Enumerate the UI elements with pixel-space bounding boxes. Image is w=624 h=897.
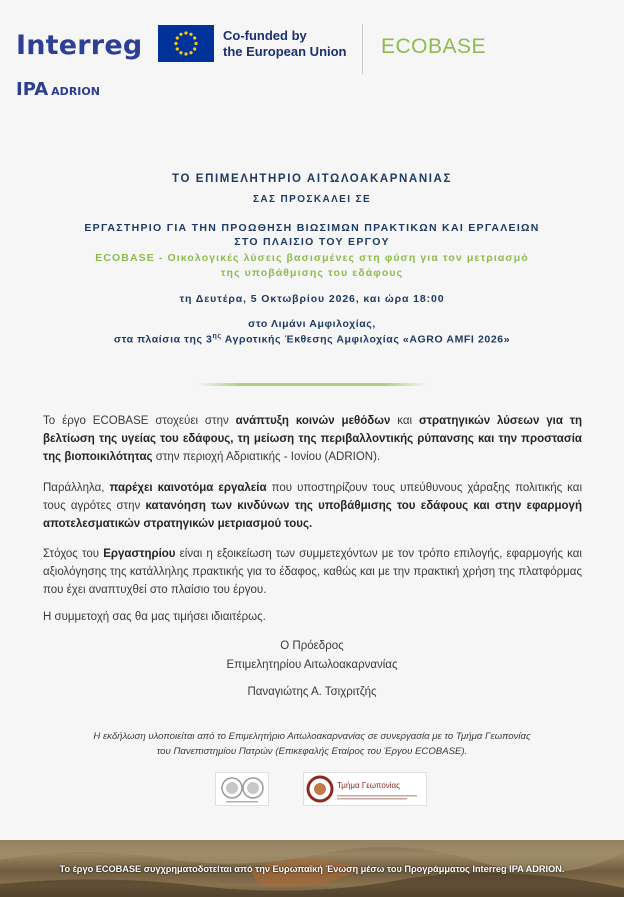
eu-cofunded-text <box>223 28 347 60</box>
footer-note <box>40 729 584 759</box>
university-seal-logo <box>215 772 269 806</box>
p1-bold2: στρατηγικών λύσεων για τη βελτίωση της υγείας του εδάφους, τη μείωση της περιβαλλοντικής ρύπανσης και την προστασία της βιοποικιλότητας <box>43 415 583 463</box>
eu-line2: the European Union <box>223 44 347 59</box>
p3-text2: είναι η εξοικείωση των συμμετεχόντων με τον τρόπο επιλογής, εφαρμογής και αξιολόγησης της κατάλληλης πρακτικής για το έδαφος, καθώς και με την πρακτική χρήση της πλατφόρμας που έχει αναπτυχθεί στο πλαίσιο του έργου. <box>43 548 582 596</box>
p1-text2: και <box>390 415 420 427</box>
header-divider <box>362 24 363 74</box>
banner-funding-text: Το έργο ECOBASE συγχρηματοδοτείται από την Ευρωπαϊκή Ένωση μέσω του Προγράμματος Interreg IPA ADRION. <box>59 864 565 874</box>
paragraph-goals <box>43 412 582 466</box>
fair-post: Αγροτικής Έκθεσης Αμφιλοχίας «AGRO AMFI 2026» <box>221 333 511 346</box>
p2-text: Παράλληλα, <box>43 482 110 494</box>
eu-stars-icon <box>158 25 214 62</box>
paragraph-closing: Η συμμετοχή σας θα μας τιμήσει ιδιαιτέρως. <box>43 611 266 623</box>
signature-role: Ο Πρόεδρος <box>280 640 344 652</box>
p3-text: Στόχος του <box>43 548 104 560</box>
ipa-logo-text: IPA <box>16 79 49 100</box>
p2-bold2: κατανόηση των κινδύνων της υποβάθμισης του εδάφους και στην εφαρμογή αποτελεσματικών στρατηγικών μετριασμού τους. <box>43 500 582 530</box>
ipa-adrion-logo <box>16 79 100 100</box>
dept-logo-label: Τμήμα Γεωπονίας <box>337 781 401 790</box>
eu-line1: Co-funded by <box>223 28 307 43</box>
eu-flag-icon <box>158 25 214 62</box>
seal-icon <box>216 773 268 805</box>
fair-sup: ης <box>212 333 222 340</box>
paragraph-objective <box>43 545 582 599</box>
interreg-logo-text: Interreg <box>16 30 143 61</box>
interreg-logo <box>16 30 142 61</box>
invites-line: ΣΑΣ ΠΡΟΣΚΑΛΕΙ ΣΕ <box>252 194 372 205</box>
workshop-title-line2: ΣΤΟ ΠΛΑΙΣΙΟ ΤΟΥ ΕΡΓΟΥ <box>234 236 390 248</box>
p3-bold: Εργαστηρίου <box>103 548 176 560</box>
paragraph-tools <box>43 479 582 533</box>
organizer-title: ΤΟ ΕΠΙΜΕΛΗΤΗΡΙΟ ΑΙΤΩΛΟΑΚΑΡΝΑΝΙΑΣ <box>172 173 452 185</box>
green-divider <box>196 383 428 386</box>
fair-pre: στα πλαίσια της 3 <box>113 333 213 346</box>
event-date: τη Δευτέρα, 5 Οκτωβρίου 2026, και ώρα 18:00 <box>179 293 445 305</box>
signature-org: Επιμελητηρίου Αιτωλοακαρνανίας <box>226 659 398 671</box>
p1-text: Το έργο ECOBASE στοχεύει στην <box>43 415 236 427</box>
p2-bold1: παρέχει καινοτόμα εργαλεία <box>109 482 267 494</box>
adrion-logo-text: ADRION <box>51 85 100 98</box>
p2-text2: που υποστηρίζουν τους υπεύθυνους χάραξης πολιτικής και τους αγρότες στην <box>43 482 582 512</box>
signature-name: Παναγιώτης Α. Τσιχριτζής <box>247 686 377 698</box>
footer-note-line1: Η εκδήλωση υλοποιείται από το Επιμελητήριο Αιτωλοακαρνανίας σε συνεργασία με το Τμήμα Γεωπονίας <box>93 731 531 742</box>
ecobase-subtitle-line1: ECOBASE - Οικολογικές λύσεις βασισμένες στη φύση για τον μετριασμό <box>95 252 529 264</box>
soil-photo-banner <box>0 840 624 897</box>
event-fair <box>0 333 624 346</box>
ecobase-logo: ECOBASE <box>381 35 487 58</box>
workshop-title-line1: ΕΡΓΑΣΤΗΡΙΟ ΓΙΑ ΤΗΝ ΠΡΟΩΘΗΣΗ ΒΙΩΣΙΜΩΝ ΠΡΑΚΤΙΚΩΝ ΚΑΙ ΕΡΓΑΛΕΙΩΝ <box>84 222 540 234</box>
p1-text3: στην περιοχή Αδριατικής - Ιονίου (ADRION). <box>152 451 381 463</box>
agriculture-dept-logo <box>303 772 427 806</box>
event-place: στο Λιμάνι Αμφιλοχίας, <box>248 318 376 330</box>
footer-note-line2: του Πανεπιστημίου Πατρών (Επικεφαλής Εταίρος του Έργου ECOBASE). <box>156 746 468 757</box>
ecobase-subtitle-line2: της υποβάθμισης του εδάφους <box>220 267 404 279</box>
p1-bold1: ανάπτυξη κοινών μεθόδων <box>235 415 391 427</box>
